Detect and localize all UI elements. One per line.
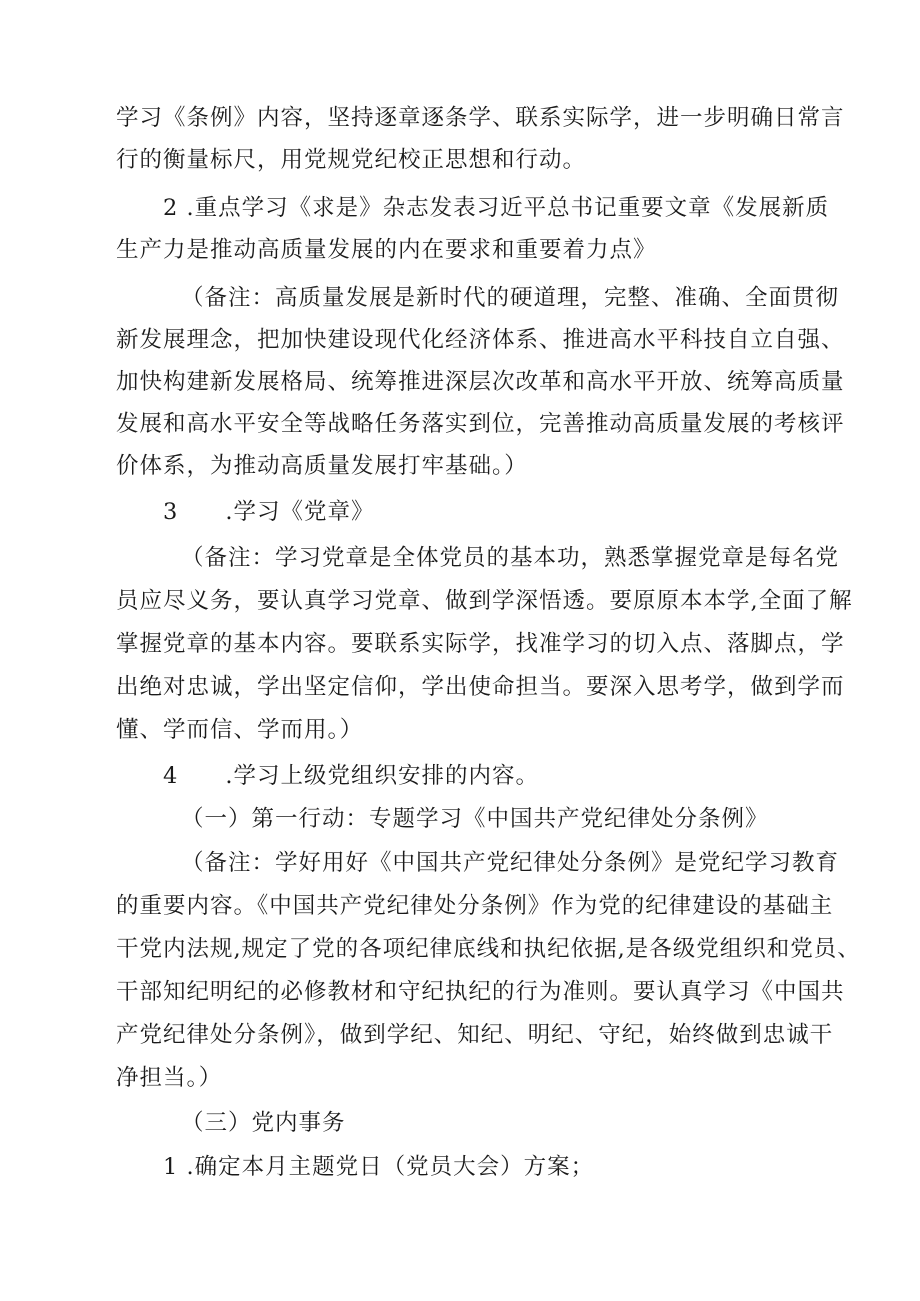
item-1-heading: 1 .确定本月主题党日（党员大会）方案； — [163, 1154, 595, 1180]
item-4-heading: 4 .学习上级党组织安排的内容。 — [163, 763, 539, 789]
paragraph-line: 的重要内容。《中国共产党纪律处分条例》作为党的纪律建设的基础主 — [116, 893, 834, 919]
paragraph-line: 干党内法规,规定了党的各项纪律底线和执纪依据,是各级党组织和党员、 — [116, 936, 861, 962]
paragraph-line: 学习《条例》内容，坚持逐章逐条学、联系实际学，进一步明确日常言 — [116, 105, 845, 131]
paragraph-line: 加快构建新发展格局、统筹推进深层次改革和高水平开放、统筹高质量 — [116, 369, 845, 395]
note-line: （备注：学好用好《中国共产党纪律处分条例》是党纪学习教育 — [181, 850, 840, 876]
item-2-heading: 2 .重点学习《求是》杂志发表习近平总书记重要文章《发展新质 — [163, 195, 830, 221]
note-line: （备注：学习党章是全体党员的基本功，熟悉掌握党章是每名党 — [181, 545, 840, 571]
paragraph-line: 产党纪律处分条例》，做到学纪、知纪、明纪、守纪，始终做到忠诚干 — [116, 1022, 834, 1048]
paragraph-line: 价体系，为推动高质量发展打牢基础。） — [116, 453, 528, 479]
paragraph-line: 发展和高水平安全等战略任务落实到位，完善推动高质量发展的考核评 — [116, 411, 845, 437]
paragraph-line: 新发展理念，把加快建设现代化经济体系、推进高水平科技自立自强、 — [116, 327, 845, 353]
item-3-heading: 3 .学习《党章》 — [163, 499, 375, 525]
paragraph-line: 出绝对忠诚，学出坚定信仰，学出使命担当。要深入思考学，做到学而 — [116, 674, 845, 700]
section-heading: （一）第一行动：专题学习《中国共产党纪律处分条例》 — [181, 806, 769, 832]
paragraph-line: 净担当。） — [116, 1065, 223, 1091]
paragraph-line: 干部知纪明纪的必修教材和守纪执纪的行为准则。要认真学习《中国共 — [116, 979, 845, 1005]
paragraph-line: 行的衡量标尺，用党规党纪校正思想和行动。 — [116, 147, 587, 173]
paragraph-line: 员应尽义务，要认真学习党章、做到学深悟透。要原原本本学,全面了解 — [116, 588, 853, 614]
paragraph-line: 生产力是推动高质量发展的内在要求和重要着力点》 — [116, 237, 657, 263]
section-heading: （三）党内事务 — [181, 1110, 346, 1136]
paragraph-line: 懂、学而信、学而用。） — [116, 717, 364, 743]
note-line: （备注：高质量发展是新时代的硬道理，完整、准确、全面贯彻 — [181, 285, 840, 311]
paragraph-line: 掌握党章的基本内容。要联系实际学，找准学习的切入点、落脚点，学 — [116, 631, 845, 657]
